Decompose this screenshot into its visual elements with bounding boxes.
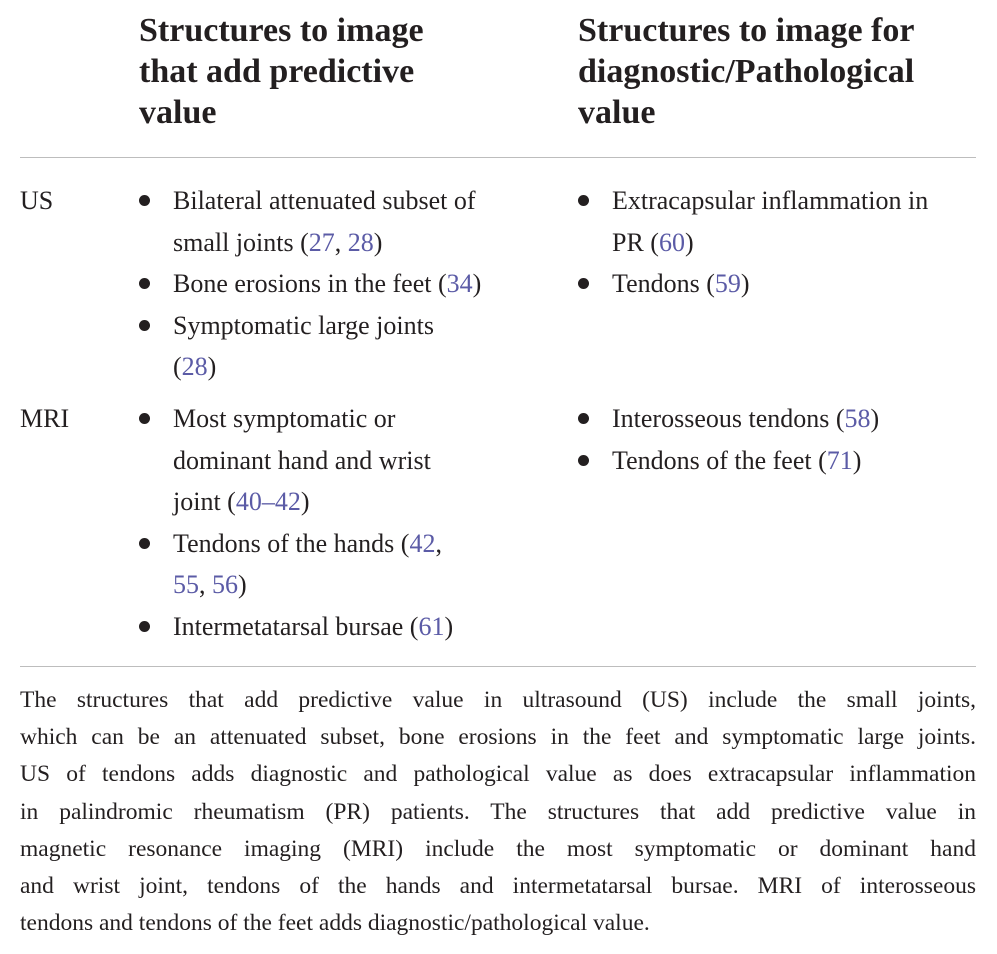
bullet-icon [578, 413, 589, 424]
footnote-line: tendons and tendons of the feet adds diagnostic/pathological value. [20, 910, 650, 937]
table-bottom-divider [20, 666, 976, 667]
list-item [139, 606, 453, 648]
list-item [139, 398, 453, 523]
header-diagnostic-line: Structures to image for [578, 12, 915, 49]
header-predictive-line: value [139, 94, 217, 131]
footnote-line: and wrist joint, tendons of the hands and intermetatarsal bursae. MRI of interosseous [20, 872, 976, 899]
list-item [578, 263, 928, 305]
list-item [139, 523, 453, 606]
header-divider [20, 157, 976, 158]
list-item-line: (28) [173, 352, 217, 381]
list-item-line: dominant hand and wrist [173, 445, 431, 475]
reference-link[interactable]: 60 [658, 227, 685, 257]
us-diagnostic-list [578, 180, 928, 305]
list-item-line: Symptomatic large joints [173, 310, 434, 340]
row-label-mri: MRI [20, 404, 70, 433]
list-item [578, 180, 928, 263]
list-item-line: Tendons of the feet (71) [612, 445, 862, 475]
footnote-line: The structures that add predictive value in ultrasound (US) include the small joints, [20, 687, 976, 713]
footnote-line: US of tendons adds diagnostic and pathological value as does extracapsular inflammation [20, 761, 976, 788]
reference-link[interactable]: 27 [308, 227, 335, 257]
reference-link[interactable]: 56 [212, 570, 238, 599]
reference-link[interactable]: 28 [181, 352, 208, 381]
reference-link[interactable]: 40–42 [235, 487, 301, 516]
row-label-us: US [20, 186, 54, 215]
list-item [139, 263, 481, 305]
footnote-line: magnetic resonance imaging (MRI) include the most symptomatic or dominant hand [20, 835, 976, 862]
reference-link[interactable]: 42 [409, 528, 436, 558]
reference-link[interactable]: 59 [714, 269, 741, 298]
bullet-icon [578, 195, 589, 206]
reference-link[interactable]: 34 [446, 269, 473, 298]
list-item-line: Intermetatarsal bursae (61) [173, 611, 454, 641]
reference-link[interactable]: 28 [347, 227, 374, 257]
mri-diagnostic-list [578, 398, 879, 481]
list-item-line: 55, 56) [173, 570, 247, 599]
reference-link[interactable]: 61 [418, 611, 445, 641]
bullet-icon [578, 455, 589, 466]
list-item-line: small joints (27, 28) [173, 227, 383, 257]
header-diagnostic [578, 10, 914, 133]
reference-link[interactable]: 55 [173, 570, 199, 599]
bullet-icon [139, 538, 150, 549]
mri-predictive-list [139, 398, 453, 647]
header-diagnostic-line: diagnostic/Pathological [578, 53, 915, 90]
bullet-icon [139, 413, 150, 424]
bullet-icon [139, 278, 150, 289]
list-item-line: Bone erosions in the feet (34) [173, 269, 482, 298]
reference-link[interactable]: 58 [844, 404, 871, 433]
list-item-line: Interosseous tendons (58) [612, 404, 880, 433]
bullet-icon [139, 621, 150, 632]
list-item-line: Tendons of the hands (42, [173, 528, 442, 558]
list-item-line: joint (40–42) [173, 487, 310, 516]
header-predictive-line: that add predictive [139, 53, 415, 90]
header-diagnostic-line: value [578, 94, 656, 131]
bullet-icon [139, 320, 150, 331]
list-item-line: PR (60) [612, 227, 694, 257]
reference-link[interactable]: 71 [826, 445, 853, 475]
footnote-line: which can be an attenuated subset, bone erosions in the feet and symptomatic large joints. [20, 724, 976, 751]
header-predictive-line: Structures to image [139, 12, 424, 49]
bullet-icon [578, 278, 589, 289]
footnote-line: in palindromic rheumatism (PR) patients. The structures that add predictive value in [20, 798, 976, 825]
list-item-line: Tendons (59) [612, 269, 750, 298]
list-item-line: Extracapsular inflammation in [612, 186, 929, 215]
list-item [578, 398, 879, 440]
list-item [139, 180, 481, 263]
list-item-line: Bilateral attenuated subset of [173, 186, 476, 215]
us-predictive-list [139, 180, 481, 388]
list-item-line: Most symptomatic or [173, 404, 396, 433]
list-item [578, 440, 879, 482]
bullet-icon [139, 195, 150, 206]
header-predictive [139, 10, 424, 133]
table-footnote [20, 682, 976, 942]
list-item [139, 305, 481, 388]
